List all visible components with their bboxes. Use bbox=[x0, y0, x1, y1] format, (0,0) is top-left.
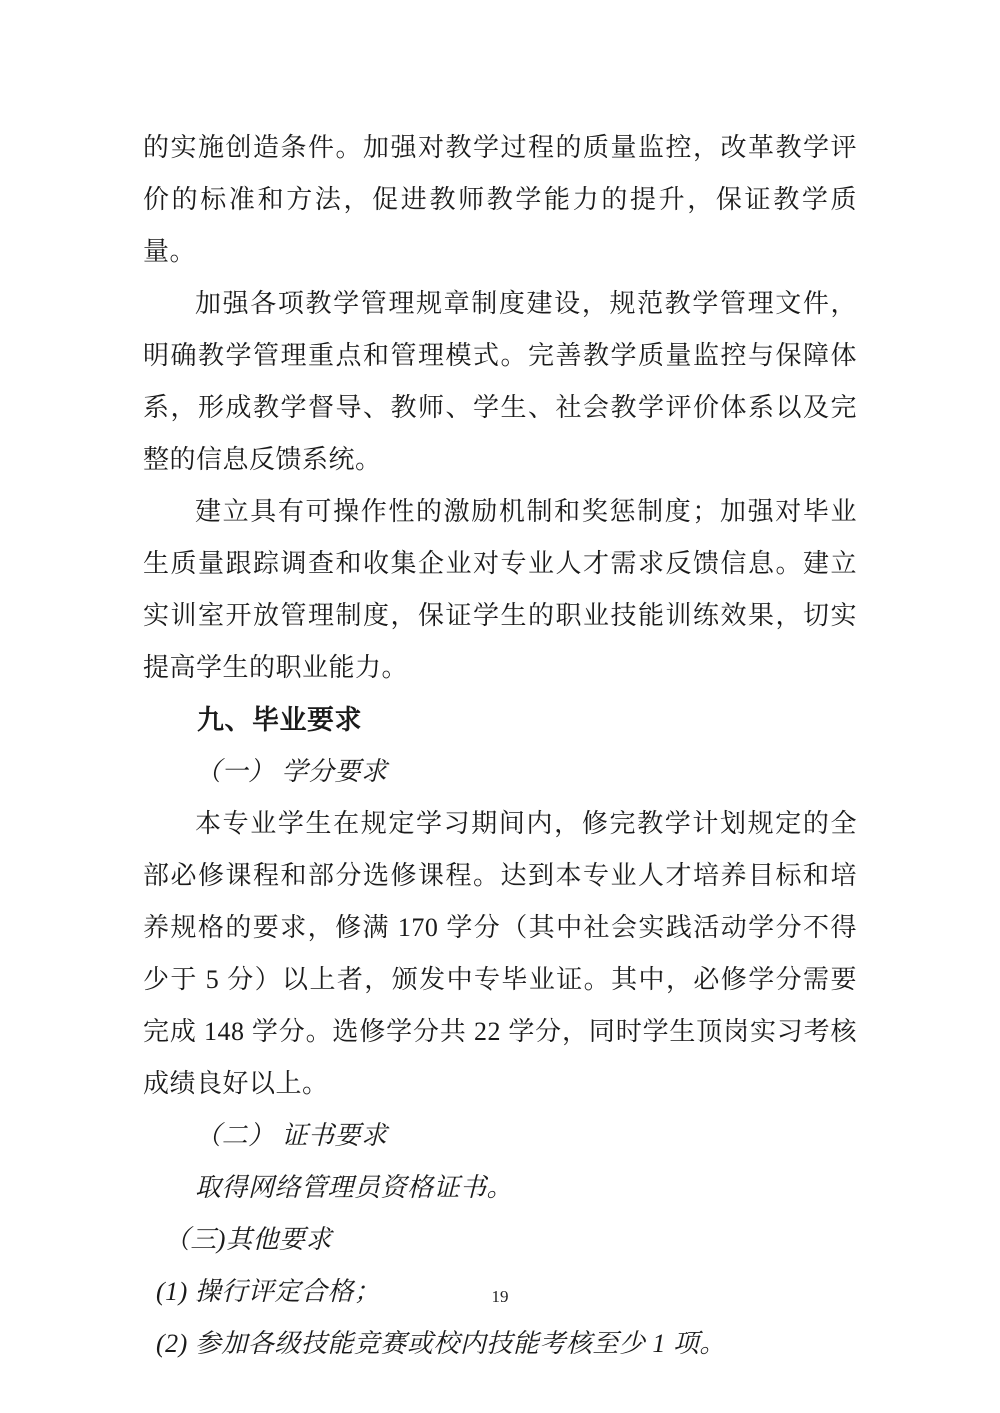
paragraph-teaching-management-system: 加强各项教学管理规章制度建设，规范教学管理文件，明确教学管理重点和管理模式。完善教学质量监控与保障体系，形成教学督导、教师、学生、社会教学评价体系以及完整的信息反馈系统。 bbox=[143, 289, 857, 474]
subheading-certificate-requirements: （二） 证书要求 bbox=[195, 1121, 388, 1150]
section-heading-graduation-requirements: 九、毕业要求 bbox=[197, 705, 362, 735]
page-number: 19 bbox=[491, 1287, 509, 1306]
paragraph-credit-details: 本专业学生在规定学习期间内，修完教学计划规定的全部必修课程和部分选修课程。达到本专业人才培养目标和培养规格的要求，修满 170 学分（其中社会实践活动学分不得少于 5 分）以上者，颁发中专毕业证。其中，必修学分需要完成 148 学分。选修学分共 22 学分，同时学生顶岗实习考核成绩良好以上。 bbox=[143, 809, 857, 1098]
paragraph-incentive-mechanism: 建立具有可操作性的激励机制和奖惩制度；加强对毕业生质量跟踪调查和收集企业对专业人才需求反馈信息。建立实训室开放管理制度，保证学生的职业技能训练效果，切实提高学生的职业能力。 bbox=[143, 497, 857, 682]
paragraph-continuation-quality-monitoring: 的实施创造条件。加强对教学过程的质量监控，改革教学评价的标准和方法，促进教师教学能力的提升，保证教学质量。 bbox=[143, 133, 857, 266]
page-footer bbox=[0, 1286, 1000, 1308]
subheading-credit-requirements: （一） 学分要求 bbox=[195, 757, 388, 786]
paragraph-certificate-detail: 取得网络管理员资格证书。 bbox=[195, 1173, 514, 1202]
document-body bbox=[143, 122, 857, 1370]
list-item-conduct-evaluation: (1) 操行评定合格； bbox=[156, 1277, 381, 1306]
subheading-other-requirements: （三)其他要求 bbox=[163, 1225, 332, 1254]
list-item-skill-competition: (2) 参加各级技能竞赛或校内技能考核至少 1 项。 bbox=[156, 1329, 726, 1358]
